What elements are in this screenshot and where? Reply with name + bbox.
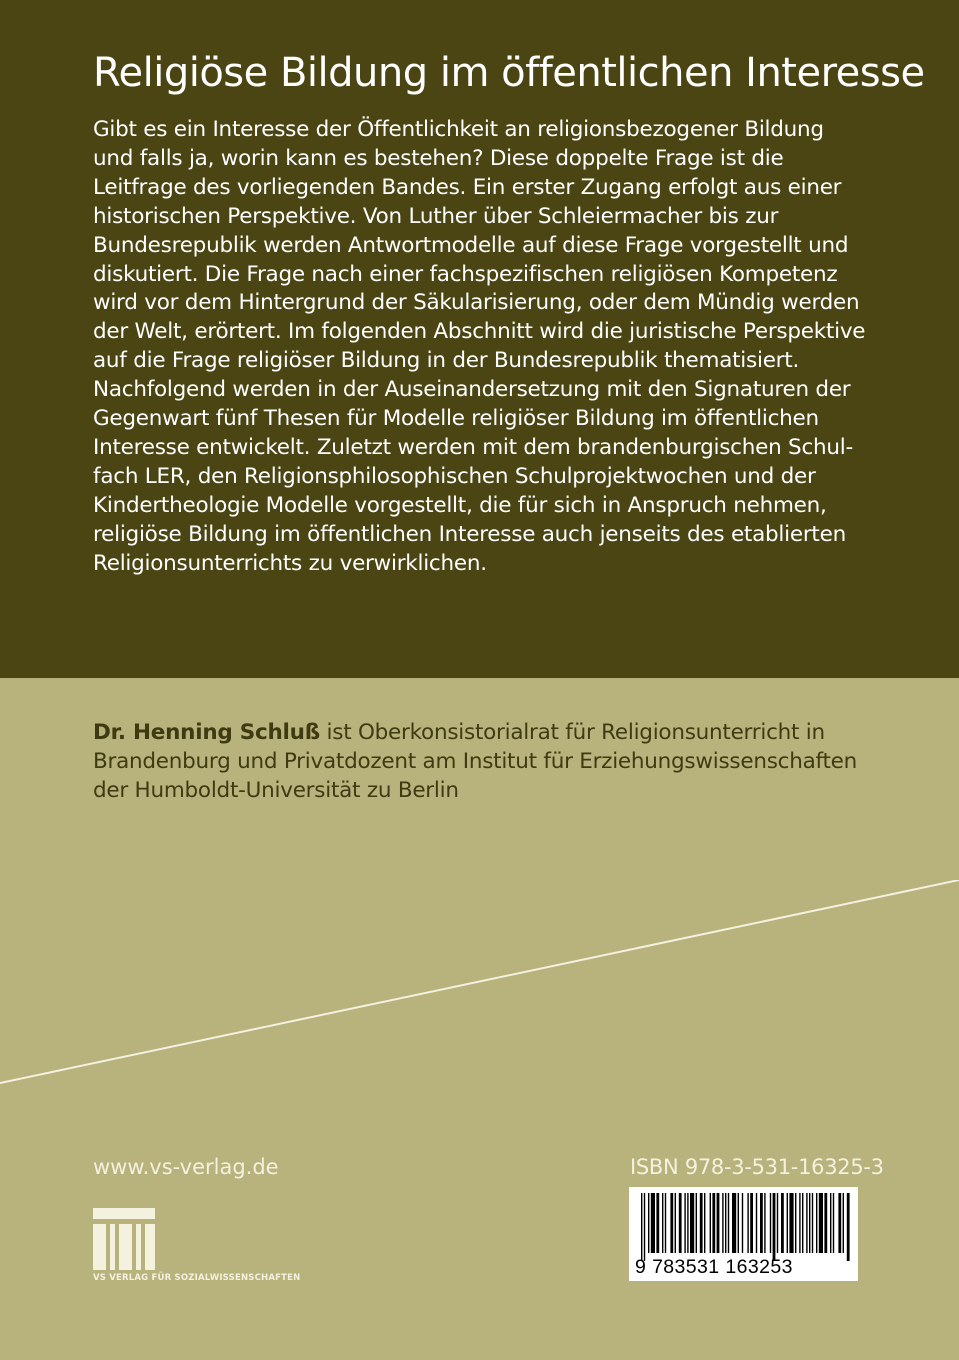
blurb-line: der Welt, erörtert. Im folgenden Abschnitt wird die juristische Perspektive bbox=[93, 319, 866, 345]
barcode-bar bbox=[756, 1193, 757, 1253]
author-bio-line: Brandenburg und Privatdozent am Institut für Erziehungswissenschaften bbox=[93, 748, 857, 774]
barcode-bar bbox=[764, 1193, 765, 1253]
barcode-bar bbox=[816, 1193, 817, 1253]
barcode-bar bbox=[760, 1193, 763, 1253]
author-bio-text: ist Oberkonsistorialrat für Religionsunterricht in bbox=[319, 720, 825, 745]
barcode-bar bbox=[725, 1193, 726, 1253]
barcode-bar bbox=[787, 1193, 788, 1253]
book-blurb bbox=[93, 116, 866, 579]
publisher-website: www.vs-verlag.de bbox=[93, 1155, 279, 1179]
barcode-bar bbox=[644, 1193, 645, 1261]
vs-verlag-logo-icon bbox=[93, 1208, 155, 1270]
author-bio bbox=[93, 719, 863, 806]
barcode-bar bbox=[648, 1193, 649, 1253]
blurb-line: Nachfolgend werden in der Auseinandersetzung mit den Signaturen der bbox=[93, 377, 851, 403]
barcode-bar bbox=[728, 1193, 729, 1253]
author-bio-line: der Humboldt-Universität zu Berlin bbox=[93, 777, 459, 803]
blurb-line: diskutiert. Die Frage nach einer fachspezifischen religiösen Kompetenz bbox=[93, 261, 838, 287]
barcode-bar bbox=[722, 1193, 723, 1253]
barcode-bar bbox=[809, 1193, 810, 1253]
barcode-bar bbox=[732, 1193, 736, 1253]
barcode-bar bbox=[847, 1193, 850, 1261]
barcode-bar bbox=[662, 1193, 663, 1253]
author-name: Dr. Henning Schluß bbox=[93, 720, 320, 745]
blurb-line: Gibt es ein Interesse der Öffentlichkeit an religionsbezogener Bildung bbox=[93, 117, 824, 142]
barcode-bar bbox=[641, 1193, 642, 1261]
blurb-line: und falls ja, worin kann es bestehen? Diese doppelte Frage ist die bbox=[93, 145, 784, 171]
barcode-bar bbox=[819, 1193, 823, 1253]
barcode-bar bbox=[806, 1193, 807, 1253]
barcode-bar bbox=[777, 1193, 778, 1253]
diagonal-divider-line bbox=[0, 880, 959, 1110]
barcode-bar bbox=[684, 1193, 685, 1253]
barcode-bar bbox=[812, 1193, 813, 1253]
barcode-bar bbox=[704, 1193, 705, 1253]
blurb-line: Leitfrage des vorliegenden Bandes. Ein erster Zugang erfolgt aus einer bbox=[93, 174, 842, 200]
barcode-bar bbox=[799, 1193, 800, 1253]
author-bio-line bbox=[93, 719, 863, 748]
barcode-bar bbox=[656, 1193, 659, 1253]
barcode-bar bbox=[795, 1193, 796, 1253]
barcode-bar bbox=[679, 1193, 682, 1253]
barcode-bar bbox=[742, 1193, 743, 1253]
blurb-line: religiöse Bildung im öffentlichen Interesse auch jenseits des etablierten bbox=[93, 521, 846, 547]
isbn-label: ISBN 978-3-531-16325-3 bbox=[630, 1155, 884, 1179]
barcode bbox=[629, 1187, 858, 1281]
barcode-bar bbox=[789, 1193, 793, 1253]
barcode-bar bbox=[830, 1193, 831, 1253]
barcode-bar bbox=[750, 1193, 753, 1253]
blurb-line: Kindertheologie Modelle vorgestellt, die für sich in Anspruch nehmen, bbox=[93, 492, 827, 518]
barcode-bar bbox=[781, 1193, 784, 1253]
barcode-digits: 9 783531 163253 bbox=[635, 1256, 793, 1278]
barcode-bar bbox=[665, 1193, 666, 1253]
blurb-line: auf die Frage religiöser Bildung in der Bundesrepublik thematisiert. bbox=[93, 348, 800, 374]
book-title: Religiöse Bildung im öffentlichen Interesse bbox=[93, 50, 925, 96]
barcode-bar bbox=[738, 1193, 739, 1253]
blurb-line: historischen Perspektive. Von Luther über Schleiermacher bis zur bbox=[93, 203, 779, 229]
blurb-line: Bundesrepublik werden Antwortmodelle auf diese Frage vorgestellt und bbox=[93, 232, 849, 258]
blurb-line: Religionsunterrichts zu verwirklichen. bbox=[93, 550, 487, 576]
barcode-bar bbox=[770, 1193, 771, 1253]
barcode-bar bbox=[843, 1193, 844, 1253]
barcode-bar bbox=[651, 1193, 655, 1253]
blurb-line: wird vor dem Hintergrund der Säkularisierung, oder dem Mündig werden bbox=[93, 290, 860, 316]
barcode-bar bbox=[710, 1193, 711, 1253]
barcode-bar bbox=[700, 1193, 703, 1253]
barcode-bar bbox=[747, 1193, 748, 1253]
barcode-bar bbox=[833, 1193, 834, 1253]
barcode-bar bbox=[696, 1193, 697, 1253]
blurb-line: fach LER, den Religionsphilosophischen Schulprojektwochen und der bbox=[93, 463, 816, 489]
barcode-bar bbox=[824, 1193, 827, 1253]
barcode-bar bbox=[802, 1193, 803, 1253]
barcode-bar bbox=[690, 1193, 694, 1253]
barcode-bar bbox=[670, 1193, 673, 1253]
publisher-name: VS VERLAG FÜR SOZIALWISSENSCHAFTEN bbox=[93, 1273, 301, 1283]
barcode-bar bbox=[773, 1193, 776, 1261]
barcode-bar bbox=[712, 1193, 715, 1253]
barcode-bar bbox=[838, 1193, 841, 1253]
barcode-bar bbox=[687, 1193, 688, 1253]
barcode-bar bbox=[675, 1193, 676, 1253]
blurb-line: Interesse entwickelt. Zuletzt werden mit dem brandenburgischen Schul- bbox=[93, 434, 853, 460]
barcode-bar bbox=[717, 1193, 720, 1253]
blurb-line: Gegenwart fünf Thesen für Modelle religiöser Bildung im öffentlichen bbox=[93, 406, 819, 432]
